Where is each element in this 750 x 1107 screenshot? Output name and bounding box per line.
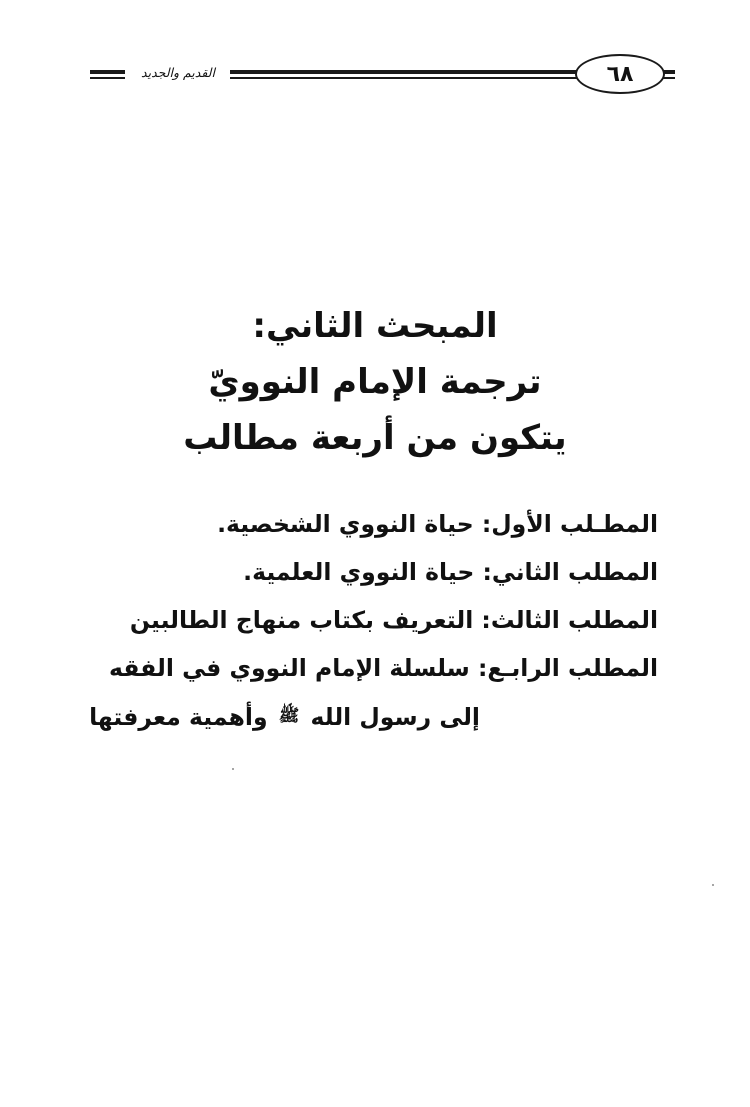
header-rule-left-thin (90, 77, 125, 79)
chapter-title-line-3: يتكون من أربعة مطالب (183, 418, 567, 458)
scan-speck (712, 884, 714, 886)
section-item-3: المطلب الثالث: التعريف بكتاب منهاج الطالبين (129, 606, 658, 634)
chapter-title (60, 298, 690, 466)
page-number: ٦٨ (575, 54, 665, 94)
section-list (40, 500, 658, 740)
header-rule-main-thin (230, 77, 580, 79)
scan-speck (232, 768, 234, 770)
continuation-text-start: إلى رسول الله (310, 703, 480, 731)
page-header (0, 0, 750, 110)
section-item-2: المطلب الثاني: حياة النووي العلمية. (243, 558, 658, 586)
chapter-title-line-1: المبحث الثاني: (252, 306, 498, 346)
section-item-4-continuation (40, 692, 658, 740)
honorific-symbol: ﷺ (278, 706, 300, 726)
section-item-1: المطـلب الأول: حياة النووي الشخصية. (217, 510, 658, 538)
running-title: القديم والجديد (141, 65, 215, 80)
header-rule-left-thick (90, 70, 125, 74)
continuation-text-end: وأهمية معرفتها (89, 703, 268, 731)
header-rule-main-thick (230, 70, 580, 74)
section-item-4: المطلب الرابـع: سلسلة الإمام النووي في الفقه (108, 654, 658, 682)
chapter-title-line-2: ترجمة الإمام النوويّ (208, 362, 542, 402)
